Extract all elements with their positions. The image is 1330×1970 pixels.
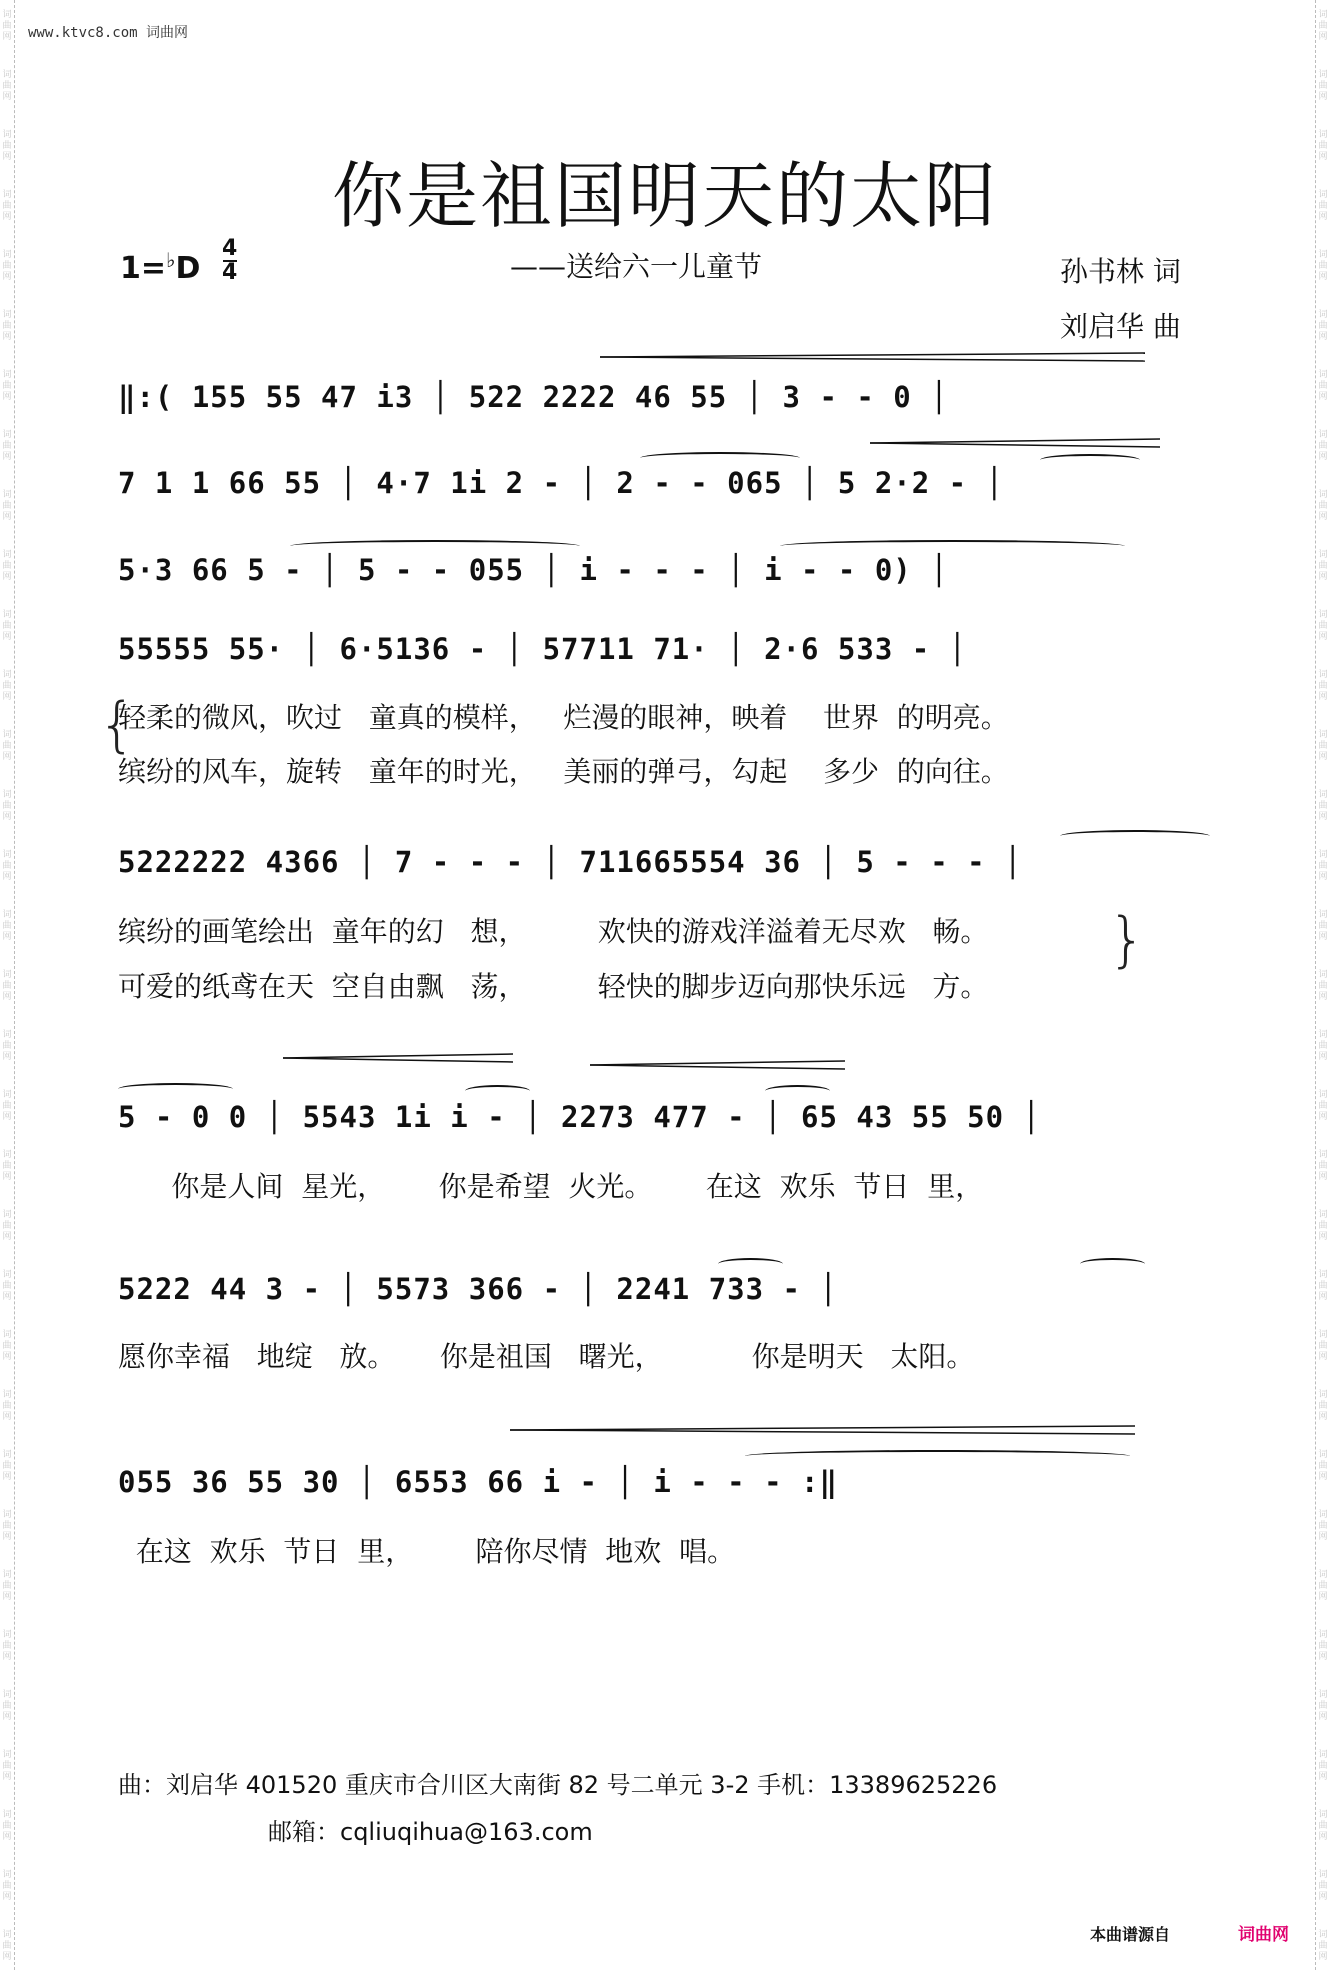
watermark-mark: 词曲网 [2, 1390, 12, 1422]
watermark-mark: 词曲网 [2, 1030, 12, 1062]
brand-logo[interactable]: 词曲网 [1238, 1925, 1289, 1945]
lyric-line-2b: 可爱的纸鸢在天 空自由飘 荡， 轻快的脚步迈向那快乐远 方。 [118, 970, 989, 1003]
watermark-mark: 词曲网 [2, 670, 12, 702]
watermark-mark: 词曲网 [2, 970, 12, 1002]
lyric-line-1a: 轻柔的微风，吹过 童真的模样， 烂漫的眼神，映着 世界 的明亮。 [118, 701, 1009, 734]
score-row-2: 7 1 1 66 55 │ 4·7 1i 2 - │ 2 - - 065 │ 5 2·2 - │ [118, 466, 1005, 500]
watermark-mark: 词曲网 [1318, 1450, 1328, 1482]
watermark-mark: 词曲网 [2, 550, 12, 582]
contact-address: 曲：刘启华 401520 重庆市合川区大南街 82 号二单元 3-2 手机：13389625226 [118, 1771, 998, 1799]
key-label: 1= [120, 251, 167, 286]
hairpin-2 [870, 438, 1160, 448]
contact-email[interactable]: 邮箱：cqliuqihua@163.com [268, 1818, 593, 1846]
slur-7 [465, 1085, 530, 1097]
watermark-mark: 词曲网 [2, 250, 12, 282]
watermark-mark: 词曲网 [2, 1150, 12, 1182]
verse-brace-left: { [98, 690, 137, 760]
song-subtitle: ——送给六一儿童节 [510, 250, 763, 283]
watermark-mark: 词曲网 [2, 370, 12, 402]
watermark-mark: 词曲网 [2, 1630, 12, 1662]
lyric-line-2a: 缤纷的画笔绘出 童年的幻 想， 欢快的游戏洋溢着无尽欢 畅。 [118, 915, 989, 948]
slur-2 [1040, 454, 1140, 466]
watermark-mark: 词曲网 [1318, 1090, 1328, 1122]
watermark-mark: 词曲网 [1318, 1510, 1328, 1542]
watermark-mark: 词曲网 [1318, 70, 1328, 102]
watermark-mark: 词曲网 [1318, 430, 1328, 462]
watermark-mark: 词曲网 [2, 1450, 12, 1482]
watermark-mark: 词曲网 [1318, 1630, 1328, 1662]
watermark-mark: 词曲网 [1318, 610, 1328, 642]
site-url[interactable]: www.ktvc8.com 词曲网 [28, 25, 189, 41]
watermark-mark: 词曲网 [1318, 370, 1328, 402]
slur-3 [290, 540, 580, 552]
time-numerator: 4 [222, 236, 238, 261]
watermark-mark: 词曲网 [2, 1510, 12, 1542]
watermark-mark: 词曲网 [1318, 1930, 1328, 1962]
lyric-line-1b: 缤纷的风车，旋转 童年的时光， 美丽的弹弓，勾起 多少 的向往。 [118, 755, 1009, 788]
slur-11 [745, 1450, 1130, 1462]
watermark-mark: 词曲网 [1318, 970, 1328, 1002]
score-row-6: 5 - 0 0 │ 5543 1i i - │ 2273 477 - │ 65 43 55 50 │ [118, 1100, 1041, 1134]
watermark-mark: 词曲网 [2, 490, 12, 522]
watermark-mark: 词曲网 [1318, 190, 1328, 222]
verse-brace-right: } [1108, 905, 1147, 975]
watermark-mark: 词曲网 [1318, 1030, 1328, 1062]
watermark-mark: 词曲网 [1318, 790, 1328, 822]
song-title: 你是祖国明天的太阳 [331, 154, 998, 238]
watermark-mark: 词曲网 [1318, 1570, 1328, 1602]
watermark-mark: 词曲网 [2, 130, 12, 162]
watermark-mark: 词曲网 [1318, 1690, 1328, 1722]
slur-10 [1080, 1258, 1145, 1270]
watermark-mark: 词曲网 [2, 1750, 12, 1782]
slur-1 [640, 452, 800, 464]
source-label: 本曲谱源自 [1090, 1925, 1171, 1944]
watermark-mark: 词曲网 [2, 1930, 12, 1962]
watermark-mark: 词曲网 [2, 790, 12, 822]
slur-5 [1060, 830, 1210, 842]
watermark-mark: 词曲网 [1318, 250, 1328, 282]
watermark-mark: 词曲网 [1318, 670, 1328, 702]
watermark-mark: 词曲网 [2, 1570, 12, 1602]
lyric-line-4: 愿你幸福 地绽 放。 你是祖国 曙光， 你是明天 太阳。 [118, 1340, 975, 1373]
watermark-mark: 词曲网 [1318, 910, 1328, 942]
watermark-mark: 词曲网 [1318, 1330, 1328, 1362]
watermark-mark: 词曲网 [2, 1870, 12, 1902]
hairpin-5 [510, 1425, 1135, 1435]
hairpin-4 [590, 1060, 845, 1070]
time-signature [222, 238, 237, 284]
watermark-mark: 词曲网 [1318, 730, 1328, 762]
key-signature [120, 248, 200, 286]
score-row-5: 5222222 4366 │ 7 - - - │ 711665554 36 │ 5 - - - │ [118, 845, 1023, 879]
watermark-mark: 词曲网 [2, 1690, 12, 1722]
watermark-mark: 词曲网 [2, 1330, 12, 1362]
watermark-mark: 词曲网 [2, 430, 12, 462]
watermark-mark: 词曲网 [1318, 1810, 1328, 1842]
slur-4 [780, 540, 1125, 552]
watermark-mark: 词曲网 [2, 310, 12, 342]
score-row-3: 5·3 66 5 - │ 5 - - 055 │ i - - - │ i - - 0) │ [118, 553, 949, 587]
watermark-mark: 词曲网 [2, 1810, 12, 1842]
slur-8 [765, 1085, 830, 1097]
watermark-mark: 词曲网 [1318, 1750, 1328, 1782]
watermark-mark: 词曲网 [2, 1270, 12, 1302]
score-row-4: 55555 55· │ 6·5136 - │ 57711 71· │ 2·6 533 - │ [118, 632, 968, 666]
lyricist-credit: 孙书林 词 [1060, 255, 1181, 288]
watermark-mark: 词曲网 [1318, 1390, 1328, 1422]
watermark-mark: 词曲网 [1318, 130, 1328, 162]
score-row-7: 5222 44 3 - │ 5573 366 - │ 2241 733 - │ [118, 1272, 838, 1306]
watermark-mark: 词曲网 [2, 1210, 12, 1242]
watermark-mark: 词曲网 [1318, 1870, 1328, 1902]
watermark-mark: 词曲网 [2, 1090, 12, 1122]
slur-6 [118, 1083, 233, 1095]
watermark-mark: 词曲网 [1318, 550, 1328, 582]
hairpin-1 [600, 352, 1145, 362]
watermark-mark: 词曲网 [1318, 1270, 1328, 1302]
slur-9 [718, 1258, 783, 1270]
watermark-mark: 词曲网 [1318, 490, 1328, 522]
watermark-mark: 词曲网 [2, 850, 12, 882]
watermark-mark: 词曲网 [1318, 1150, 1328, 1182]
lyric-line-3: 你是人间 星光， 你是希望 火光。 在这 欢乐 节日 里， [118, 1170, 984, 1203]
watermark-mark: 词曲网 [1318, 1210, 1328, 1242]
watermark-mark: 词曲网 [2, 10, 12, 42]
time-denominator: 4 [222, 260, 238, 285]
flat-symbol: ♭ [166, 248, 176, 272]
watermark-mark: 词曲网 [2, 730, 12, 762]
watermark-mark: 词曲网 [2, 910, 12, 942]
score-row-1: ‖:( 155 55 47 i3 │ 522 2222 46 55 │ 3 - - 0 │ [118, 380, 949, 414]
composer-credit: 刘启华 曲 [1060, 310, 1181, 343]
watermark-mark: 词曲网 [2, 190, 12, 222]
watermark-mark: 词曲网 [2, 70, 12, 102]
hairpin-3 [283, 1053, 513, 1063]
watermark-mark: 词曲网 [1318, 310, 1328, 342]
lyric-line-5: 在这 欢乐 节日 里， 陪你尽情 地欢 唱。 [118, 1535, 736, 1568]
key-note: D [175, 251, 201, 286]
watermark-mark: 词曲网 [1318, 10, 1328, 42]
score-row-8: 055 36 55 30 │ 6553 66 i - │ i - - - :‖ [118, 1465, 838, 1499]
watermark-mark: 词曲网 [2, 610, 12, 642]
watermark-mark: 词曲网 [1318, 850, 1328, 882]
